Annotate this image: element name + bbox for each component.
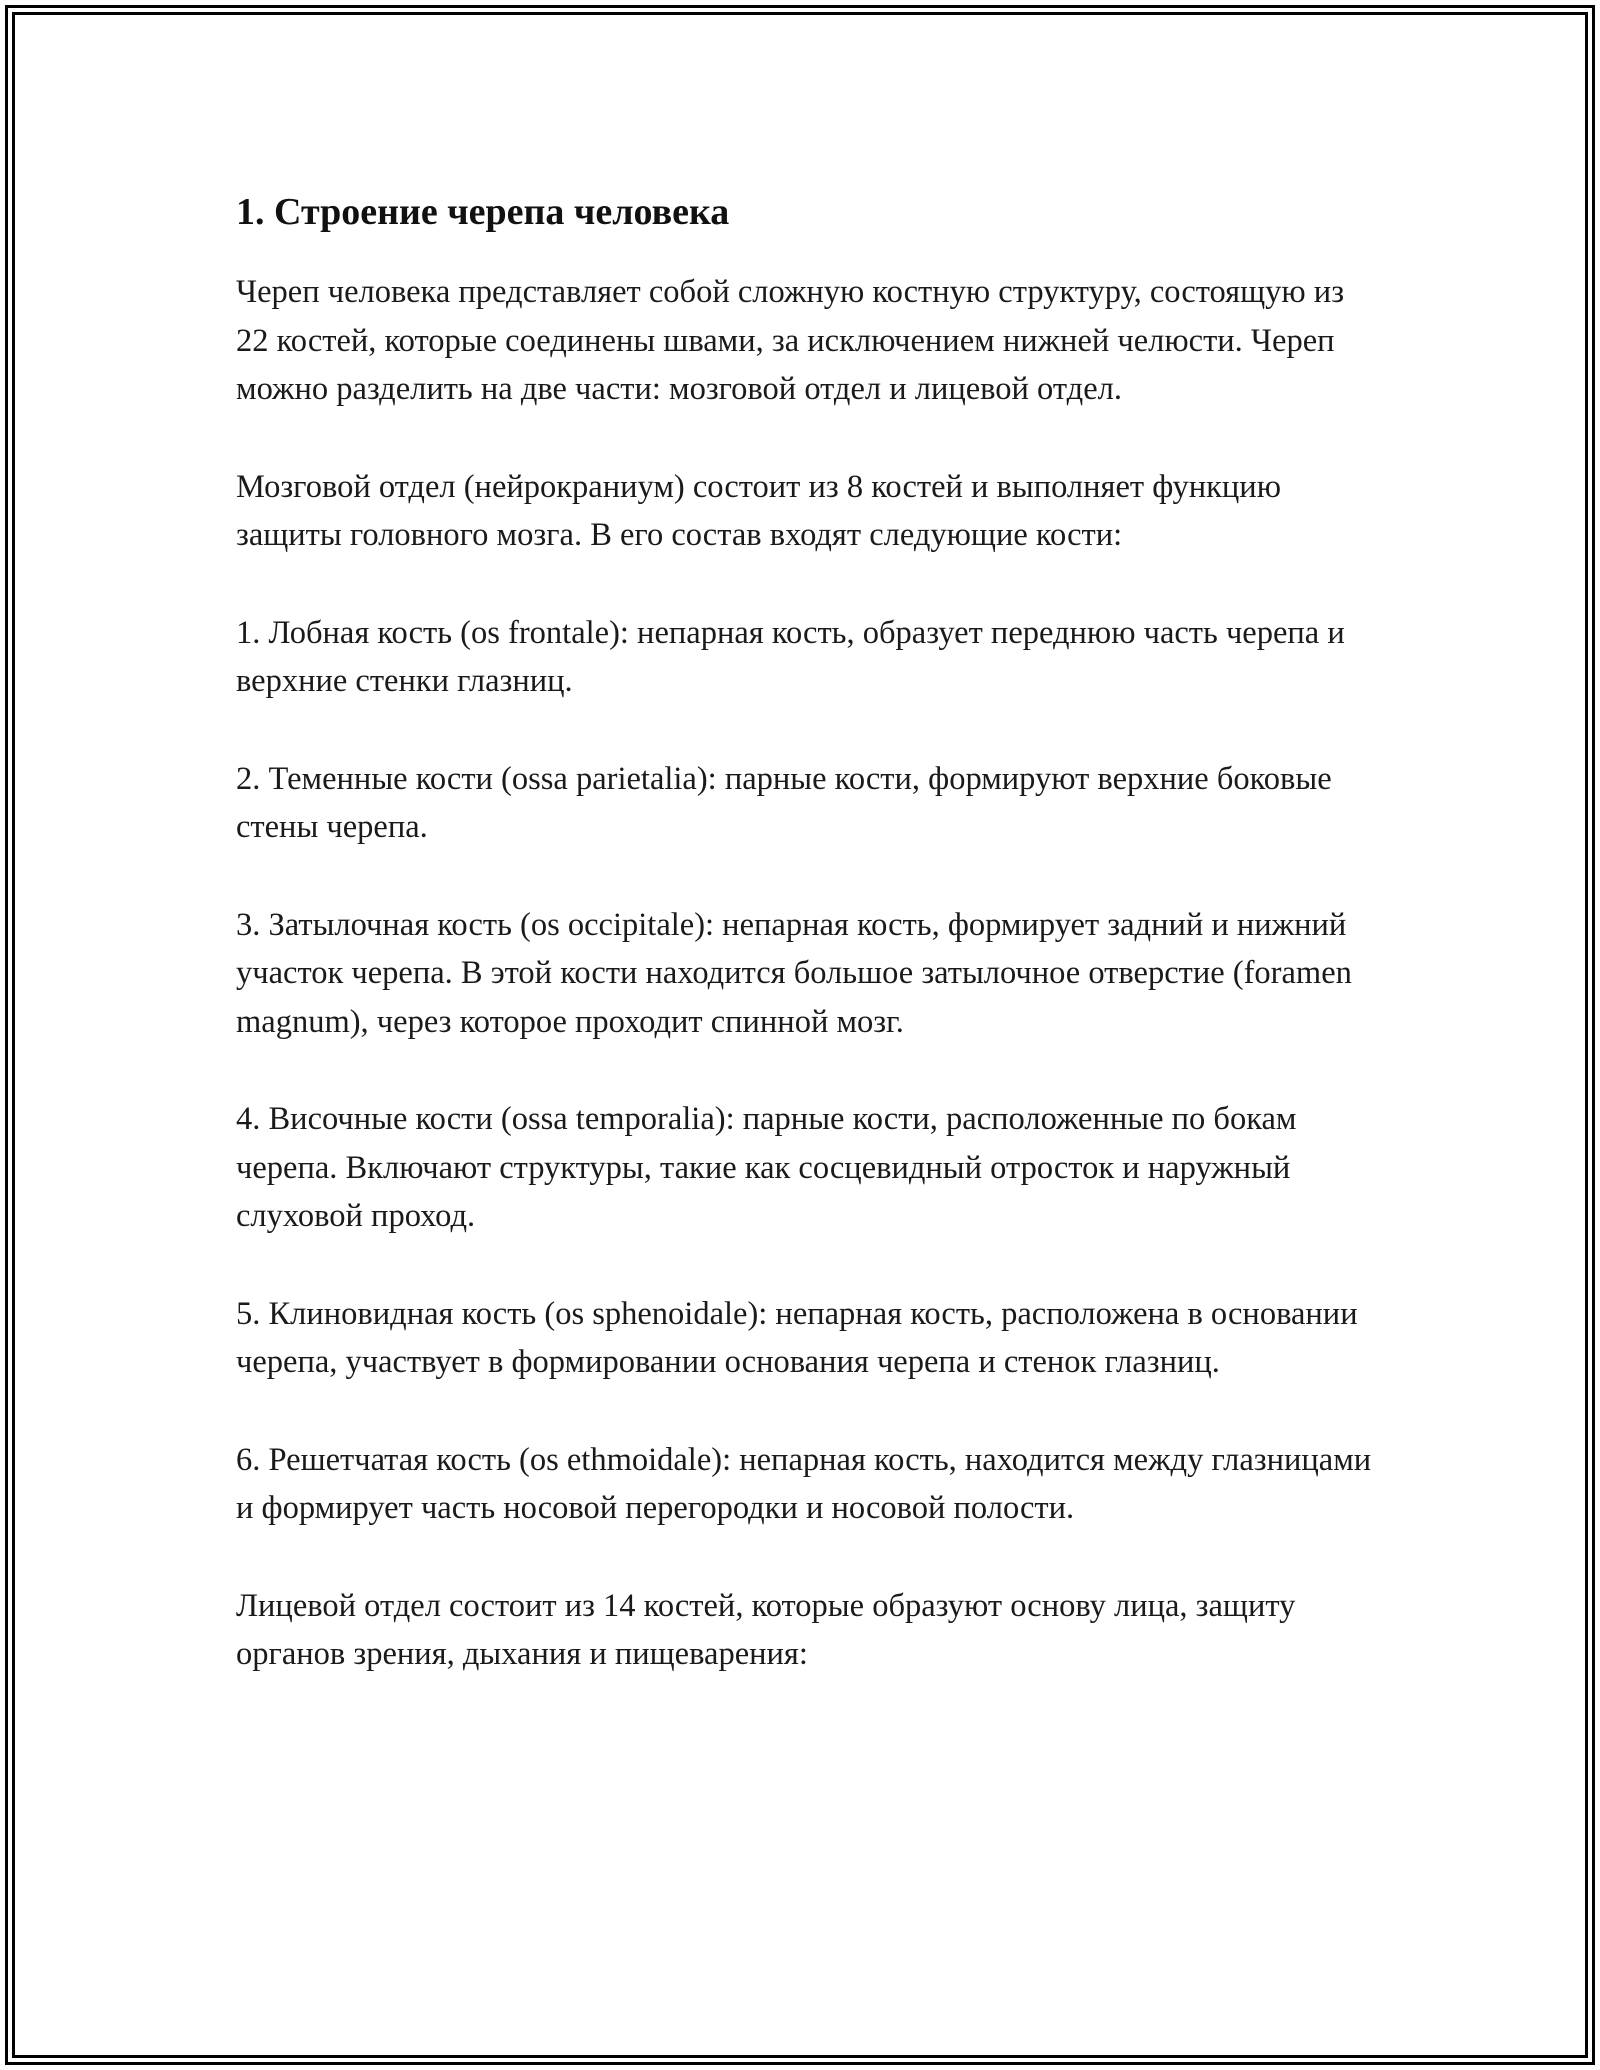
paragraph-occipital-bone: 3. Затылочная кость (os occipitale): непарная кость, формирует задний и нижний участок черепа. В этой кости находится большое затылочное отверстие (foramen magnum), через которое проходит спинной мозг. [236, 906, 1352, 1040]
paragraph-sphenoid-bone: 5. Клиновидная кость (os sphenoidale): непарная кость, расположена в основании черепа, участвует в формировании основания черепа и стенок глазниц. [236, 1295, 1358, 1380]
document-body [236, 182, 1376, 1679]
document-title: 1. Строение черепа человека [236, 191, 730, 233]
paragraph-intro: Череп человека представляет собой сложную костную структуру, состоящую из 22 костей, которые соединены швами, за исключением нижней челюсти. Череп можно разделить на две части: мозговой отдел и лицевой отдел. [236, 274, 1345, 407]
paragraph-facial-section: Лицевой отдел состоит из 14 костей, которые образуют основу лица, защиту органов зрения, дыхания и пищеварения: [236, 1587, 1296, 1672]
paragraph-parietal-bones: 2. Теменные кости (ossa parietalia): парные кости, формируют верхние боковые стены черепа. [236, 760, 1332, 845]
paragraph-neurocranium: Мозговой отдел (нейрокраниум) состоит из 8 костей и выполняет функцию защиты головного мозга. В его состав входят следующие кости: [236, 468, 1281, 553]
paragraph-temporal-bones: 4. Височные кости (ossa temporalia): парные кости, расположенные по бокам черепа. Включают структуры, такие как сосцевидный отросток и наружный слуховой проход. [236, 1101, 1297, 1234]
paragraph-frontal-bone: 1. Лобная кость (os frontale): непарная кость, образует переднюю часть черепа и верхние стенки глазниц. [236, 614, 1345, 699]
paragraph-ethmoid-bone: 6. Решетчатая кость (os ethmoidale): непарная кость, находится между глазницами и формирует часть носовой перегородки и носовой полости. [236, 1441, 1372, 1526]
